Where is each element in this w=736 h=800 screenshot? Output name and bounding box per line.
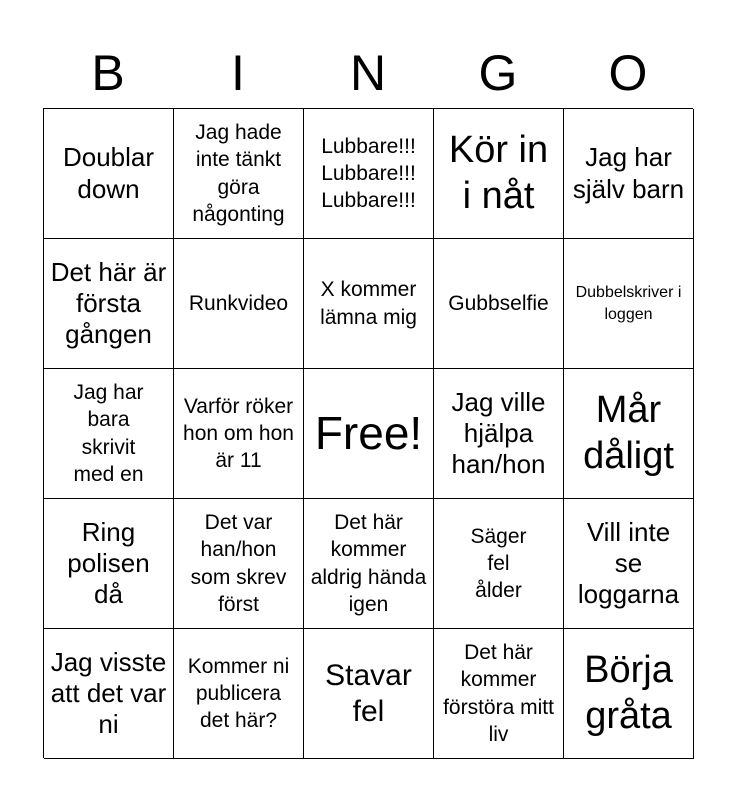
cell-text: Jag ville hjälpa han/hon: [451, 386, 546, 480]
cell-text: Börja gråta: [584, 648, 673, 737]
bingo-cell[interactable]: [564, 239, 694, 369]
cell-text: Jag har själv barn: [572, 142, 685, 204]
bingo-cell[interactable]: [434, 629, 564, 759]
bingo-grid: [43, 108, 693, 758]
cell-text: Det här är första gången: [50, 256, 167, 350]
cell-text: Stavar fel: [325, 658, 412, 728]
bingo-cell[interactable]: [174, 239, 304, 369]
bingo-cell[interactable]: [304, 109, 434, 239]
cell-text: Varför röker hon om hon är 11: [183, 394, 294, 473]
bingo-cell[interactable]: [44, 109, 174, 239]
cell-text: Lubbare!!! Lubbare!!! Lubbare!!!: [321, 134, 416, 213]
cell-text: Mår dåligt: [583, 388, 674, 477]
bingo-cell[interactable]: [564, 499, 694, 629]
bingo-cell[interactable]: [434, 239, 564, 369]
cell-text: Det här kommer aldrig hända igen: [310, 510, 427, 616]
cell-text: Dubbelskriver i loggen: [575, 283, 682, 323]
cell-text: Det här kommer förstöra mitt liv: [443, 640, 554, 746]
cell-text: Doublar down: [62, 142, 155, 204]
cell-text: Jag visste att det var ni: [50, 646, 167, 740]
cell-text: Det var han/hon som skrev först: [190, 510, 287, 616]
bingo-cell[interactable]: [174, 629, 304, 759]
bingo-cell[interactable]: [564, 369, 694, 499]
bingo-cell[interactable]: [304, 629, 434, 759]
header-letter-n: N: [349, 45, 387, 101]
bingo-cell[interactable]: [174, 109, 304, 239]
cell-text: Gubbselfie: [448, 291, 549, 315]
bingo-cell[interactable]: [44, 499, 174, 629]
bingo-header: [43, 38, 693, 108]
bingo-cell[interactable]: [564, 109, 694, 239]
header-letter-o: O: [608, 45, 648, 101]
cell-text: Säger fel ålder: [470, 524, 527, 603]
cell-text: Kör in i nåt: [448, 128, 549, 217]
bingo-cell[interactable]: [434, 499, 564, 629]
cell-text: Kommer ni publicera det här?: [187, 654, 290, 733]
cell-text: Runkvideo: [188, 291, 289, 315]
bingo-cell[interactable]: [44, 239, 174, 369]
bingo-cell[interactable]: [44, 629, 174, 759]
cell-text: X kommer lämna mig: [320, 278, 417, 329]
cell-text: Ring polisen då: [67, 516, 150, 610]
bingo-cell[interactable]: [434, 369, 564, 499]
cell-text: Free!: [314, 407, 423, 460]
bingo-cell[interactable]: [304, 239, 434, 369]
cell-text: Vill inte se loggarna: [577, 516, 680, 610]
bingo-cell[interactable]: [304, 499, 434, 629]
bingo-cell[interactable]: [434, 109, 564, 239]
bingo-cell[interactable]: [174, 369, 304, 499]
cell-text: Jag har bara skrivit med en: [73, 380, 144, 486]
bingo-cell[interactable]: [44, 369, 174, 499]
header-letter-i: I: [231, 45, 245, 101]
cell-text: Jag hade inte tänkt göra någonting: [192, 120, 285, 226]
header-letter-b: B: [91, 45, 125, 101]
header-letter-g: G: [478, 45, 518, 101]
bingo-cell[interactable]: [174, 499, 304, 629]
bingo-cell[interactable]: [564, 629, 694, 759]
bingo-cell-free[interactable]: [304, 369, 434, 499]
